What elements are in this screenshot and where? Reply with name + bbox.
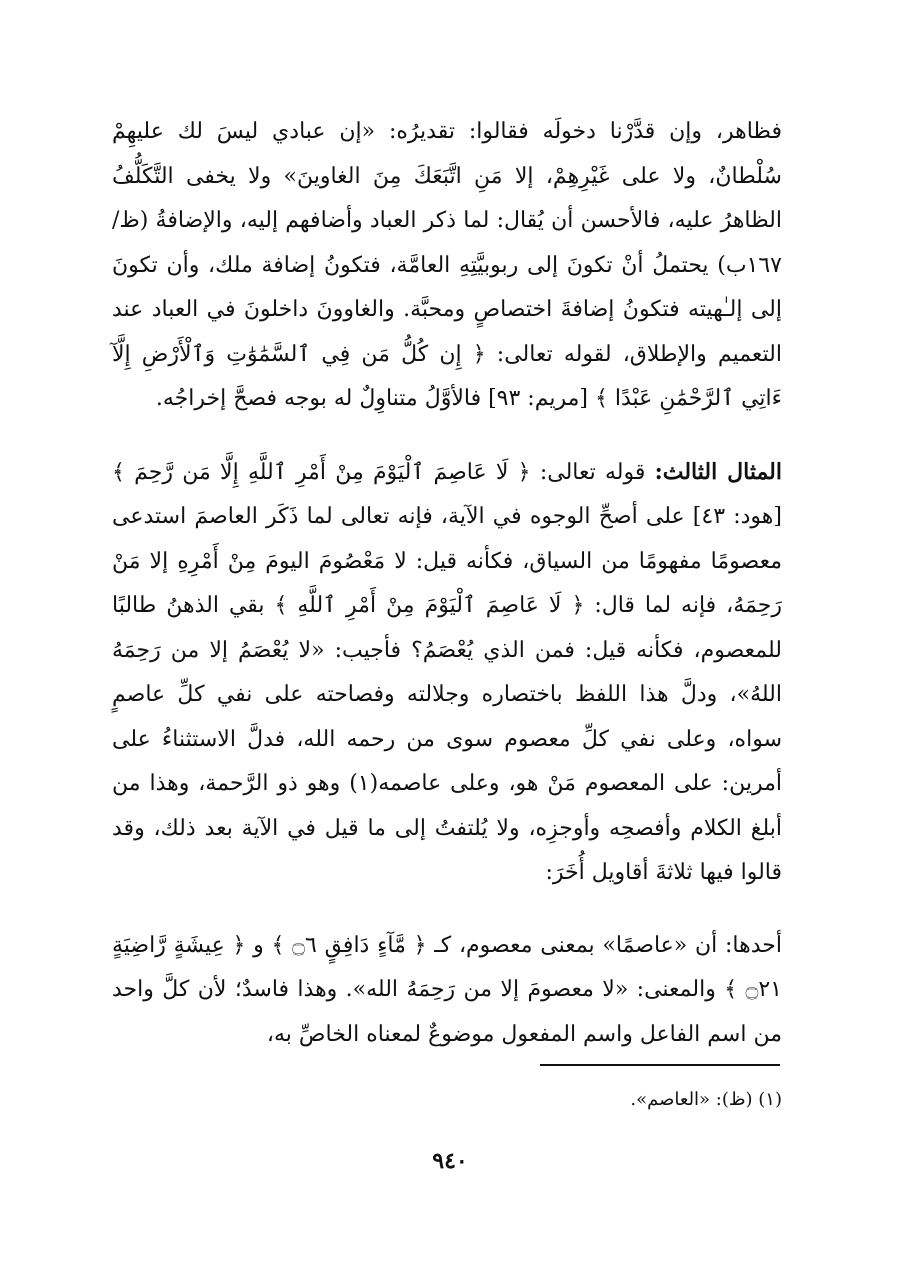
paragraph-3-text: أحدها: أن «عاصمًا» بمعنى معصوم، كـ ﴿ مَّآءٍ دَافِقٍ ۝٦ ﴾ و ﴿ عِيشَةٍ رَّاضِيَةٍ ۝٢١ ﴾ والمعنى: «لا معصومَ إلا من رَحِمَهُ الله». وهذا فاسدٌ؛ لأن كلَّ واحد من اسم الفاعل واسم المفعول موضوعٌ لمعناه الخاصِّ به، [112,932,782,1047]
paragraph-2-text: قوله تعالى: ﴿ لَا عَاصِمَ ٱلْيَوْمَ مِنْ أَمْرِ ٱللَّهِ إِلَّا مَن رَّحِمَ ﴾ [هود: ٤٣] على أصحِّ الوجوه في الآية، فإنه تعالى لما ذَكَر العاصمَ استدعى معصومًا مفهومًا من السياق، فكأنه قيل: لا مَعْصُومَ اليومَ مِنْ أَمْرِهِ إلا مَنْ رَحِمَهُ، فإنه لما قال: ﴿ لَا عَاصِمَ ٱلْيَوْمَ مِنْ أَمْرِ ٱللَّهِ ﴾ بقي الذهنُ طالبًا للمعصوم، فكأنه قيل: فمن الذي يُعْصَمُ؟ فأجيب: «لا يُعْصَمُ إلا من رَحِمَهُ اللهُ»، ودلَّ هذا اللفظ باختصاره وجلالته وفصاحته على نفي كلِّ عاصمٍ سواه، وعلى نفي كلِّ معصوم سوى من رحمه الله، فدلَّ الاستثناءُ على أمرين: على المعصوم مَنْ هو، وعلى عاصمه(١) وهو ذو الرَّحمة، وهذا من أبلغ الكلام وأفصحِه وأوجزِه، ولا يُلتفتُ إلى ما قيل في الآية بعد ذلك، وقد قالوا فيها ثلاثةَ أقاويل أُخَرَ: [112,459,783,885]
page-number: ٩٤٠ [432,1148,468,1174]
footnote-divider [540,1064,780,1066]
paragraph-3 [112,924,782,1058]
paragraph-1 [112,110,782,422]
paragraph-1-text: فظاهر، وإن قدَّرْنا دخولَه فقالوا: تقديرُه: «إن عبادي ليسَ لك عليهِمْ سُلْطانٌ، ولا على غَيْرِهِمْ، إلا مَنِ اتَّبَعَكَ مِنَ الغاوينَ» ولا يخفى التَّكَلُّفُ الظاهرُ عليه، فالأحسن أن يُقال: لما ذكر العباد وأضافهم إليه، والإضافةُ (ظ/١٦٧ب) يحتملُ أنْ تكونَ إلى ربوبيَّتِهِ العامَّة، فتكونُ إضافة ملك، وأن تكونَ إلى إلـٰهيته فتكونُ إضافةَ اختصاصٍ ومحبَّة. والغاوونَ داخلونَ في العباد عند التعميم والإطلاق، لقوله تعالى: ﴿ إِن كُلُّ مَن فِي ٱلسَّمَٰوَٰتِ وَٱلْأَرْضِ إِلَّآ ءَاتِي ٱلرَّحْمَٰنِ عَبْدًا ﴾ [مريم: ٩٣] فالأوَّلُ متناوِلٌ له بوجه فصحَّ إخراجُه. [112,119,782,411]
footnote: (١) (ظ): «العاصم». [630,1089,782,1110]
main-text [112,110,782,1085]
section-heading: المثال الثالث: [654,458,782,485]
paragraph-2 [112,450,782,896]
